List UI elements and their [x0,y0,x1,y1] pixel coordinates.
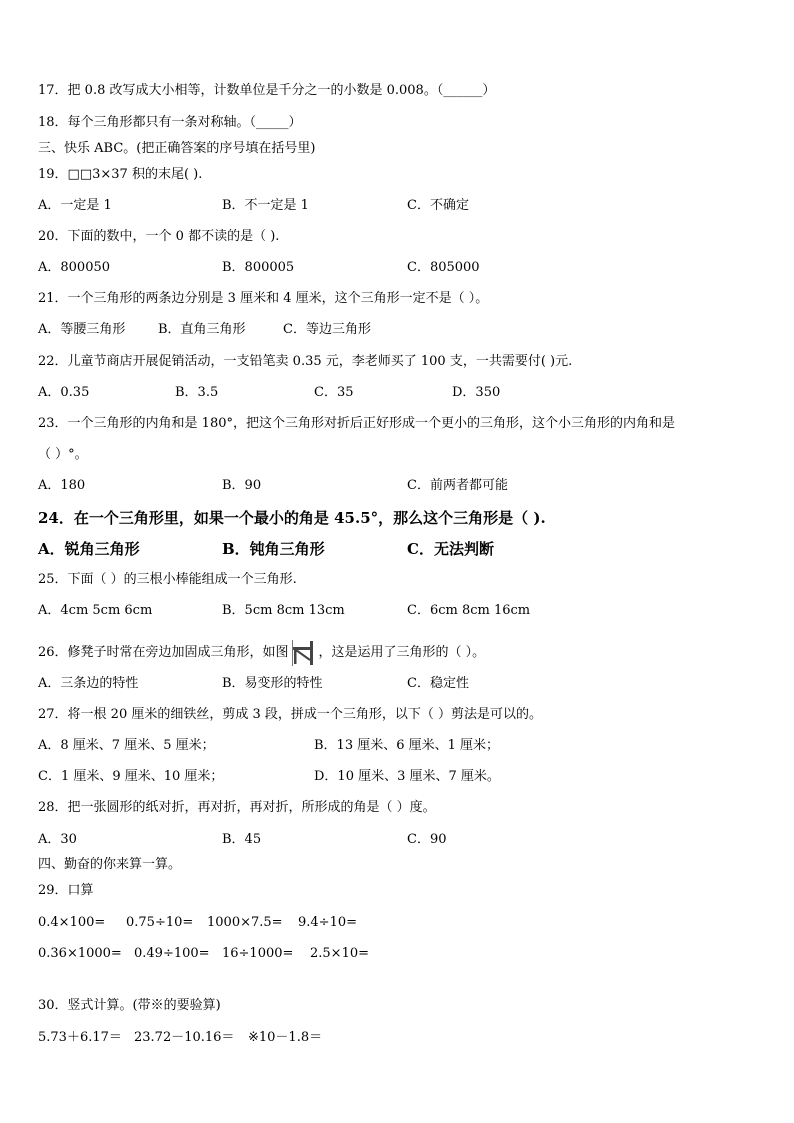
q29-calc: 0.49÷100= [134,946,210,961]
q29-calc: 16÷1000= [222,946,294,961]
question-29-stem: 29．口算 [38,883,94,898]
q29-calc: 0.75÷10= [126,915,194,930]
q29-calc: 2.5×10= [310,946,370,961]
q23-option-c: C．前两者都可能 [407,478,508,493]
q26-option-a: A．三条边的特性 [38,676,139,691]
question-23-stem-line2: （ ）°。 [38,447,88,462]
q26-stem-before: 26．修凳子时常在旁边加固成三角形，如图 [38,645,289,660]
q25-option-b: B．5cm 8cm 13cm [222,603,345,618]
q29-calc: 0.4×100= [38,915,106,930]
q23-option-a: A．180 [38,478,86,493]
question-27-stem: 27．将一根 20 厘米的细铁丝，剪成 3 段，拼成一个三角形，以下（ ）剪法是可以的。 [38,707,543,722]
question-18: 18．每个三角形都只有一条对称轴。（_____） [38,115,302,130]
section-4-heading: 四、勤奋的你来算一算。 [38,857,182,872]
q23-option-b: B．90 [222,478,262,493]
question-24-stem: 24．在一个三角形里，如果一个最小的角是 45.5°，那么这个三角形是（ ). [38,509,546,527]
q29-calc: 0.36×1000= [38,946,122,961]
q21-option-c: C．等边三角形 [283,322,371,337]
q21-option-a: A．等腰三角形 [38,322,126,337]
question-20-stem: 20．下面的数中，一个 0 都不读的是（ ). [38,229,280,244]
q27-option-d: D．10 厘米、3 厘米、7 厘米。 [314,769,500,784]
q24-option-c: C．无法判断 [407,540,494,558]
question-21-stem: 21．一个三角形的两条边分别是 3 厘米和 4 厘米，这个三角形一定不是（ ）。 [38,291,489,306]
q27-option-a: A．8 厘米、7 厘米、5 厘米； [38,738,215,753]
q22-option-a: A．0.35 [38,385,90,400]
q29-calc: 1000×7.5= [207,915,283,930]
q30-calc: 23.72－10.16＝ [134,1030,235,1045]
q21-option-b: B．直角三角形 [158,322,246,337]
q28-option-a: A．30 [38,832,77,847]
section-3-heading: 三、快乐 ABC。(把正确答案的序号填在括号里) [38,141,316,156]
question-25-stem: 25．下面（ ）的三根小棒能组成一个三角形. [38,572,297,587]
question-22-stem: 22．儿童节商店开展促销活动，一支铅笔卖 0.35 元，李老师买了 100 支，一共需要付( )元. [38,354,573,369]
q27-option-c: C．1 厘米、9 厘米、10 厘米； [38,769,224,784]
question-17: 17．把 0.8 改写成大小相等，计数单位是千分之一的小数是 0.008。（______） [38,83,496,98]
question-30-stem: 30．竖式计算。(带※的要验算) [38,998,221,1013]
question-19-stem: 19．□□3×37 积的末尾( ). [38,167,203,182]
q30-calc: ※10－1.8＝ [248,1030,323,1045]
q26-option-b: B．易变形的特性 [222,676,323,691]
q19-option-a: A．一定是 1 [38,198,112,213]
q19-option-c: C．不确定 [407,198,469,213]
q20-option-c: C．805000 [407,260,480,275]
q22-option-b: B．3.5 [175,385,219,400]
q25-option-a: A．4cm 5cm 6cm [38,603,153,618]
q26-stem-after: ，这是运用了三角形的（ ）。 [318,645,486,660]
question-26-stem [38,640,485,666]
q30-calc: 5.73＋6.17＝ [38,1030,122,1045]
q20-option-a: A．800050 [38,260,111,275]
q20-option-b: B．800005 [222,260,295,275]
stool-diagram-icon [291,640,317,666]
q22-option-c: C．35 [314,385,354,400]
q27-option-b: B．13 厘米、6 厘米、1 厘米； [314,738,500,753]
question-23-stem-line1: 23．一个三角形的内角和是 180°，把这个三角形对折后正好形成一个更小的三角形，这个小三角形的内角和是 [38,416,675,431]
q24-option-b: B．钝角三角形 [222,540,325,558]
q28-option-b: B．45 [222,832,262,847]
q26-option-c: C．稳定性 [407,676,469,691]
q22-option-d: D．350 [452,385,501,400]
q25-option-c: C．6cm 8cm 16cm [407,603,531,618]
q29-calc: 9.4÷10= [298,915,358,930]
q28-option-c: C．90 [407,832,447,847]
q24-option-a: A．锐角三角形 [38,540,140,558]
q19-option-b: B．不一定是 1 [222,198,309,213]
question-28-stem: 28．把一张圆形的纸对折，再对折，再对折，所形成的角是（ ）度。 [38,800,436,815]
